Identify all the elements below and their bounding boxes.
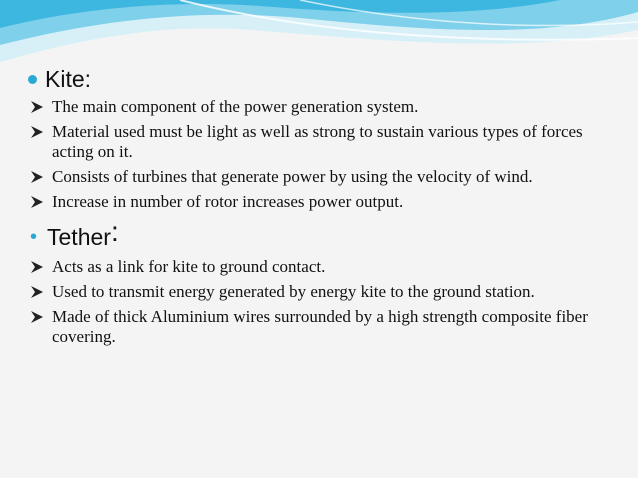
list-item-text: Used to transmit energy generated by energy kite to the ground station. [52,282,535,301]
heading-text: Tether [47,223,111,250]
list-item-text: Material used must be light as well as strong to sustain various types of forces acting on it. [52,122,583,161]
list-item-text: Made of thick Aluminium wires surrounded by a high strength composite fiber covering. [52,307,588,346]
arrow-bullet-icon [30,195,44,209]
list-item [28,97,618,117]
list-item [28,122,618,162]
list-item [28,282,618,302]
list-item [28,192,618,212]
arrow-bullet-icon [30,170,44,184]
round-bullet-icon [28,75,37,84]
list-item [28,257,618,277]
heading-text: Kite: [45,66,92,92]
list-item [28,167,618,187]
arrow-bullet-icon [30,285,44,299]
arrow-bullet-icon [30,260,44,274]
section-heading-kite [28,66,618,93]
list-item-text: Acts as a link for kite to ground contact. [52,257,326,276]
slide-content [28,66,618,352]
list-item-text: Increase in number of rotor increases power output. [52,192,404,211]
round-bullet-icon: • [30,225,38,248]
arrow-bullet-icon [30,310,44,324]
section-heading-tether [28,216,618,253]
list-item-text: The main component of the power generation system. [52,97,419,116]
arrow-bullet-icon [30,125,44,139]
list-item [28,307,618,347]
arrow-bullet-icon [30,100,44,114]
kite-bullet-list [28,97,618,212]
tether-bullet-list [28,257,618,347]
heading-colon: : [110,216,119,247]
list-item-text: Consists of turbines that generate power by using the velocity of wind. [52,167,533,186]
